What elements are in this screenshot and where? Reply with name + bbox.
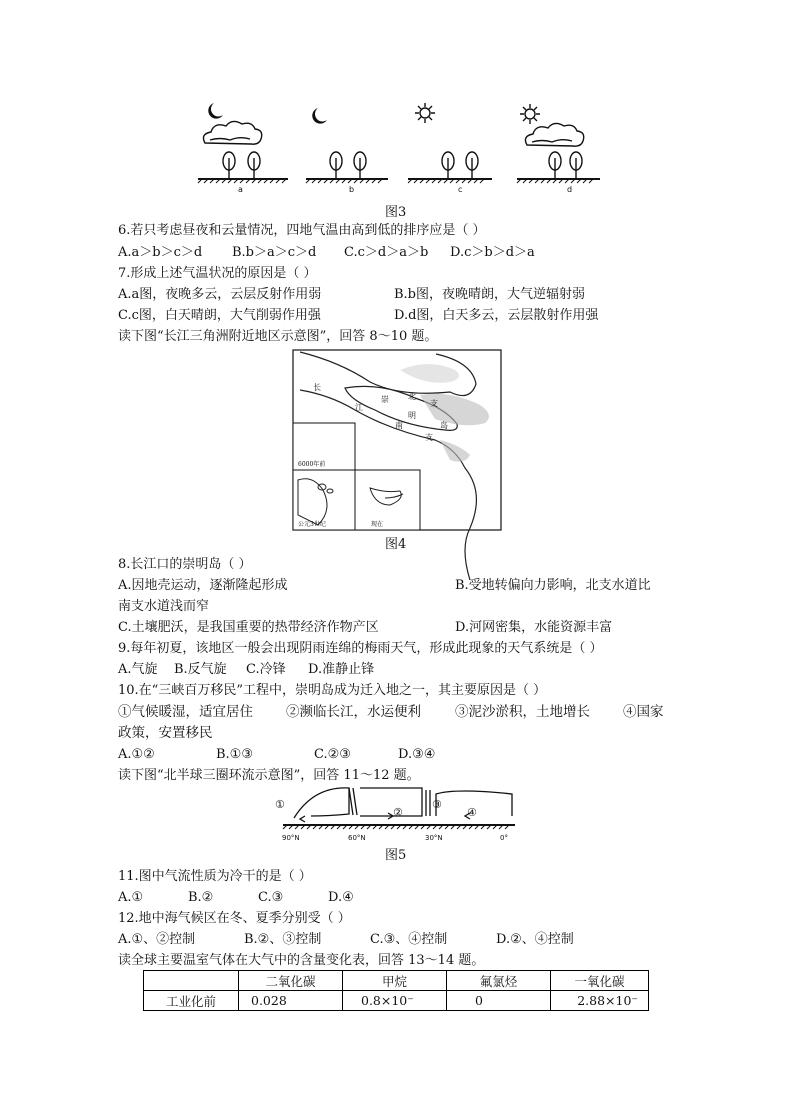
reason-4: ④国家 [623, 704, 664, 720]
option-b[interactable]: B.反气旋 [174, 662, 227, 677]
option-c[interactable]: C.c＞d＞a＞b [344, 245, 429, 260]
cell-label-1: ① [275, 798, 285, 811]
option-a[interactable]: A.① [118, 890, 144, 905]
option-a[interactable]: A.①、②控制 [118, 932, 196, 947]
option-c[interactable]: C.③ [258, 890, 284, 905]
map-label: 江 [355, 403, 363, 412]
inset-label: 6000年前 [298, 461, 326, 468]
latitude-90n: 90°N [282, 834, 300, 842]
option-b[interactable]: B.①③ [216, 747, 253, 762]
map-label: 北 [408, 392, 416, 401]
latitude-60n: 60°N [348, 834, 366, 842]
option-a[interactable]: A.a图，夜晚多云，云层反射作用弱 [118, 287, 322, 302]
reason-2: ②濒临长江，水运便利 [286, 704, 421, 720]
table-header-row [144, 971, 649, 991]
option-b[interactable]: B.b图，夜晚晴朗，大气逆辐射弱 [394, 287, 586, 302]
figure-4-caption: 图4 [385, 537, 407, 552]
figure-5-caption: 图5 [385, 848, 407, 863]
panel-label-a: a [238, 185, 243, 194]
map-label: 支 [430, 399, 438, 408]
intro-questions-13-14: 读全球主要温室气体在大气中的含量变化表，回答 13～14 题。 [118, 953, 485, 968]
option-d[interactable]: D.河网密集，水能资源丰富 [455, 620, 613, 635]
inset-label: 现在 [371, 521, 384, 528]
option-a[interactable]: A.因地壳运动，逐渐隆起形成 [118, 578, 288, 593]
option-c[interactable]: C.c图，白天晴朗，大气削弱作用强 [118, 308, 321, 323]
map-label: 长 [313, 383, 321, 392]
map-label: 明 [408, 411, 416, 420]
header-cell: 氟氯烃 [447, 971, 551, 991]
option-d[interactable]: D.c＞b＞d＞a [450, 245, 535, 260]
cell-label-3: ③ [432, 798, 442, 811]
header-cell: 二氧化碳 [239, 971, 343, 991]
option-b[interactable]: B.b＞a＞c＞d [232, 245, 317, 260]
ferrel-cell [360, 788, 422, 816]
option-d[interactable]: D.④ [328, 890, 354, 905]
polar-cell [294, 788, 349, 818]
header-cell: 一氧化碳 [551, 971, 649, 991]
question-9-stem: 9.每年初夏，该地区一般会出现阴雨连绵的梅雨天气，形成此现象的天气系统是（ ） [118, 641, 603, 656]
header-cell: 甲烷 [343, 971, 447, 991]
map-label: 崇 [381, 395, 389, 404]
option-c[interactable]: C.③、④控制 [370, 932, 448, 947]
table-cell: 工业化前 [144, 991, 239, 1011]
option-a[interactable]: A.a＞b＞c＞d [118, 245, 203, 260]
header-cell [144, 971, 239, 991]
greenhouse-gas-table [143, 970, 649, 1011]
option-a[interactable]: A.①② [118, 747, 155, 762]
reason-1: ①气候暖湿，适宜居住 [118, 704, 253, 720]
cell-label-2: ② [393, 806, 403, 819]
map-label: 岛 [440, 421, 448, 430]
option-d[interactable]: D.②、④控制 [496, 932, 574, 947]
question-6-stem: 6.若只考虑昼夜和云量情况，四地气温由高到低的排序应是（ ） [118, 223, 486, 238]
map-label: 南 [395, 421, 403, 430]
question-8-stem: 8.长江口的崇明岛（ ） [118, 557, 252, 572]
question-10-stem: 10.在“三峡百万移民”工程中，崇明岛成为迁入地之一，其主要原因是（ ） [118, 683, 547, 698]
option-d[interactable]: D.准静止锋 [308, 662, 375, 677]
reason-4-continued: 政策，安置移民 [118, 725, 213, 741]
table-row [144, 991, 649, 1011]
panel-label-d: d [567, 185, 573, 194]
reason-3: ③泥沙淤积，土地增长 [455, 704, 590, 720]
option-b[interactable]: B.② [188, 890, 214, 905]
latitude-30n: 30°N [425, 834, 443, 842]
figure-3-caption: 图3 [385, 205, 407, 220]
panel-label-c: c [458, 185, 463, 194]
intro-questions-8-10: 读下图“长江三角洲附近地区示意图”，回答 8～10 题。 [118, 329, 438, 344]
latitude-0: 0° [500, 834, 508, 842]
inset-label: 公元3世纪 [298, 521, 326, 528]
table-cell: 2.88×10⁻ [551, 991, 649, 1011]
option-c[interactable]: C.②③ [314, 747, 351, 762]
question-12-stem: 12.地中海气候区在冬、夏季分别受（ ） [118, 911, 351, 926]
question-11-stem: 11.图中气流性质为冷干的是（ ） [118, 869, 312, 884]
option-a[interactable]: A.气旋 [118, 662, 158, 677]
question-7-stem: 7.形成上述气温状况的原因是（ ） [118, 266, 317, 281]
option-b-continued: 南支水道浅而窄 [118, 599, 210, 614]
option-d[interactable]: D.d图，白天多云，云层散射作用强 [394, 308, 599, 323]
option-d[interactable]: D.③④ [398, 747, 436, 762]
option-b[interactable]: B.②、③控制 [244, 932, 322, 947]
panel-label-b: b [349, 185, 355, 194]
option-c[interactable]: C.土壤肥沃，是我国重要的热带经济作物产区 [118, 620, 379, 635]
option-c[interactable]: C.冷锋 [246, 662, 286, 677]
cell-label-4: ④ [467, 806, 477, 819]
option-b[interactable]: B.受地转偏向力影响，北支水道比 [455, 578, 651, 593]
intro-questions-11-12: 读下图“北半球三圈环流示意图”，回答 11～12 题。 [118, 768, 420, 783]
table-cell: 0 [447, 991, 551, 1011]
map-label: 支 [425, 433, 433, 442]
table-cell: 0.028 [239, 991, 343, 1011]
table-cell: 0.8×10⁻ [343, 991, 447, 1011]
